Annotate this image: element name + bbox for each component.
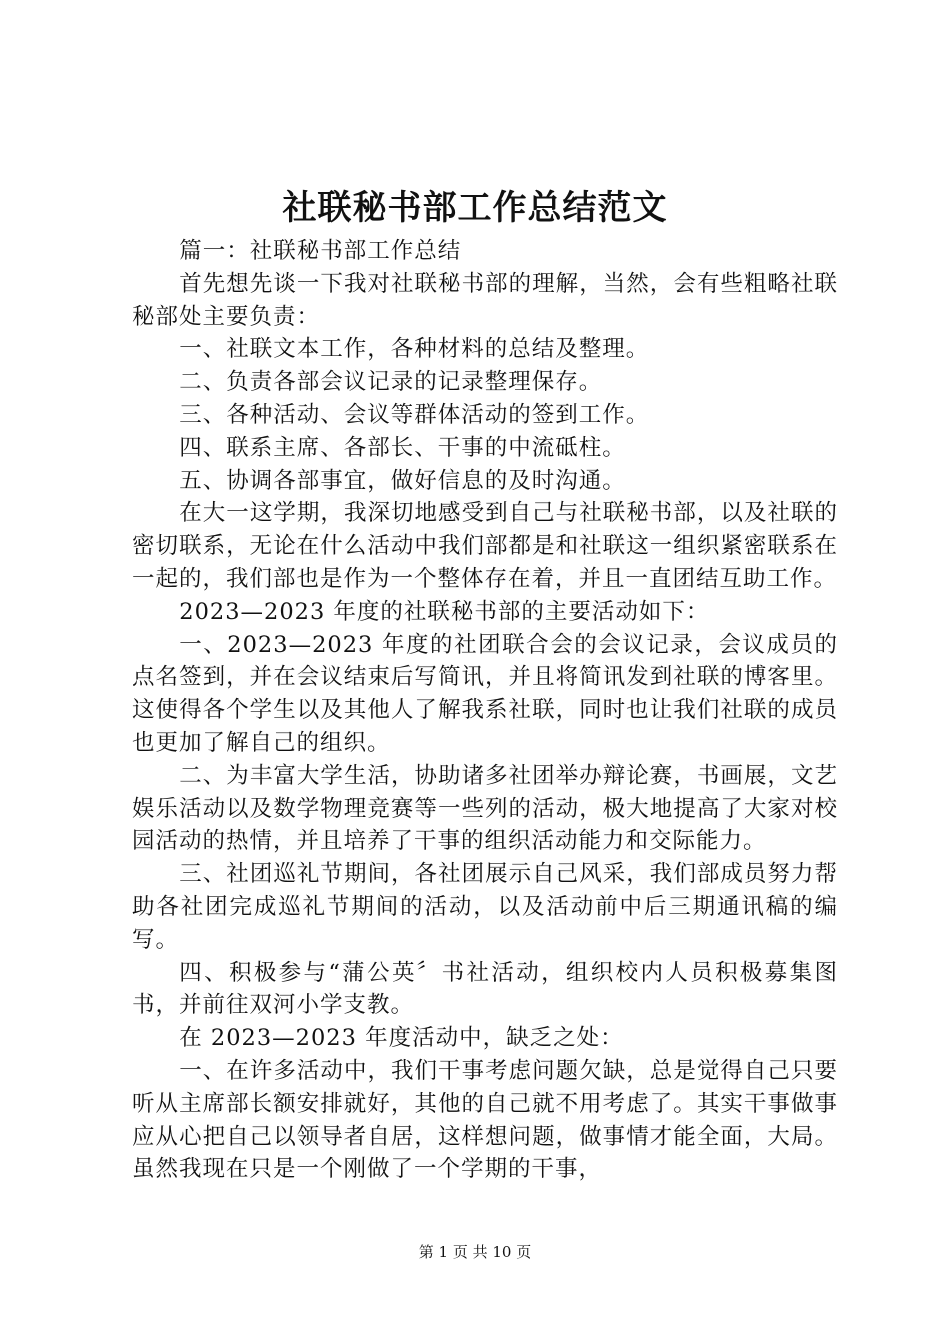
document-body	[132, 235, 838, 1186]
paragraph: 2023—2023 年度的社联秘书部的主要活动如下：	[179, 598, 710, 625]
paragraph: 首先想先谈一下我对社联秘书部的理解，当然，会有些粗略社联秘部处主要负责：	[132, 270, 838, 330]
paragraph: 一、在许多活动中，我们干事考虑问题欠缺，总是觉得自己只要听从主席部长额安排就好，其他的自己就不用考虑了。其实干事做事应从心把自己以领导者自居，这样想问题，做事情才能全面，大局。虽然我现在只是一个刚做了一个学期的干事，	[132, 1057, 838, 1183]
paragraph: 一、2023—2023 年度的社团联合会的会议记录，会议成员的点名签到，并在会议结束后写简讯，并且将简讯发到社联的博客里。这使得各个学生以及其他人了解我系社联，同时也让我们社联的成员也更加了解自己的组织。	[132, 631, 838, 756]
paragraph: 篇一：社联秘书部工作总结	[179, 238, 462, 264]
paragraph: 五、协调各部事宜，做好信息的及时沟通。	[179, 467, 626, 494]
paragraph: 二、为丰富大学生活，协助诸多社团举办辩论赛，书画展，文艺娱乐活动以及数学物理竞赛等一些列的活动，极大地提高了大家对校园活动的热情，并且培养了干事的组织活动能力和交际能力。	[132, 762, 838, 855]
paragraph: 四、积极参与“蒲公英〞书社活动，组织校内人员积极募集图书，并前往双河小学支教。	[132, 959, 838, 1019]
document-title: 社联秘书部工作总结范文	[282, 188, 668, 228]
page-number-footer: 第 1 页 共 10 页	[418, 1243, 532, 1261]
paragraph: 二、负责各部会议记录的记录整理保存。	[179, 369, 603, 396]
paragraph: 一、社联文本工作，各种材料的总结及整理。	[179, 336, 650, 363]
paragraph: 四、联系主席、各部长、干事的中流砥柱。	[179, 434, 626, 461]
paragraph: 三、各种活动、会议等群体活动的签到工作。	[179, 401, 650, 428]
paragraph: 在大一这学期，我深切地感受到自己与社联秘书部，以及社联的密切联系，无论在什么活动中我们部都是和社联这一组织紧密联系在一起的，我们部也是作为一个整体存在着，并且一直团结互助工作。	[132, 500, 838, 592]
paragraph: 三、社团巡礼节期间，各社团展示自己风采，我们部成员努力帮助各社团完成巡礼节期间的活动，以及活动前中后三期通讯稿的编写。	[132, 861, 838, 953]
paragraph: 在 2023—2023 年度活动中，缺乏之处：	[179, 1025, 624, 1052]
